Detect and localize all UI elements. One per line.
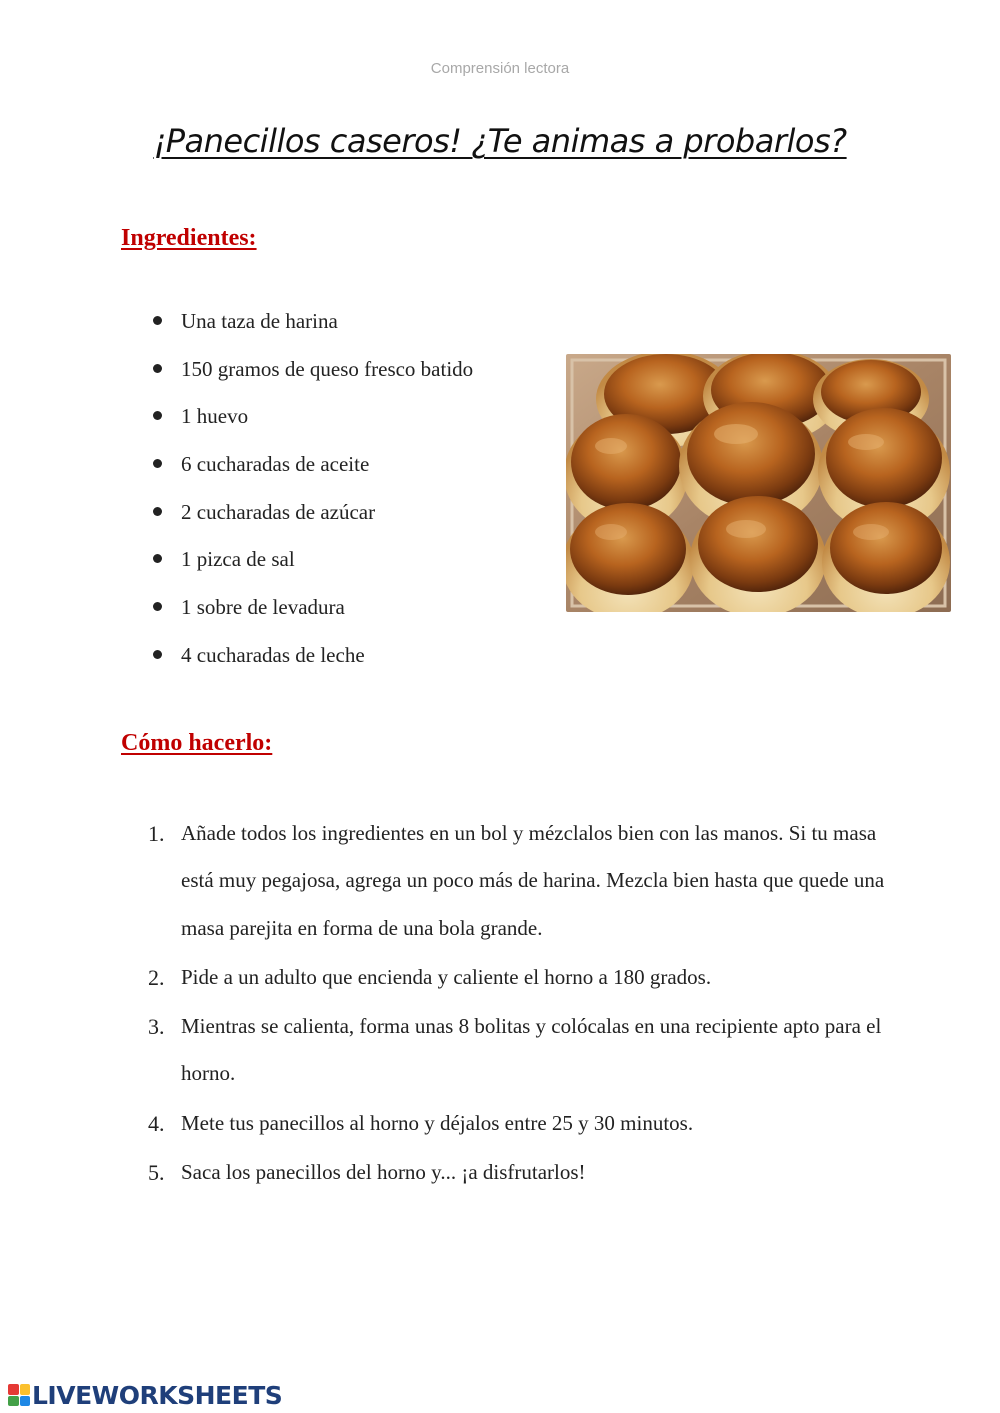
list-item: Una taza de harina xyxy=(150,303,473,351)
bread-rolls-image xyxy=(566,354,951,612)
ingredients-heading: Ingredientes: xyxy=(121,225,257,251)
ingredients-list xyxy=(150,303,473,685)
bread-rolls-photo xyxy=(566,354,951,612)
list-item: 1 sobre de levadura xyxy=(150,589,473,637)
bullet-icon xyxy=(153,602,162,611)
list-item: 6 cucharadas de aceite xyxy=(150,446,473,494)
list-item: 4. Mete tus panecillos al horno y déjalos entre 25 y 30 minutos. xyxy=(148,1110,694,1136)
logo-text: LIVEWORKSHEETS xyxy=(32,1380,283,1410)
list-item: 150 gramos de queso fresco batido xyxy=(150,351,473,399)
page-header: Comprensión lectora xyxy=(430,60,570,77)
bullet-icon xyxy=(153,459,162,468)
list-item: 1. Añade todos los ingredientes en un bol y mézclalos bien con las manos. Si tu masa está muy pegajosa, agrega un poco más de harina. Mezcla bien hasta que quede una masa parejita en forma de una bola grande. xyxy=(148,821,885,940)
liveworksheets-logo[interactable] xyxy=(8,1380,282,1410)
list-item: 4 cucharadas de leche xyxy=(150,637,473,685)
bullet-icon xyxy=(153,411,162,420)
steps-heading: Cómo hacerlo: xyxy=(121,730,273,756)
bullet-icon xyxy=(153,364,162,373)
bullet-icon xyxy=(153,650,162,659)
bullet-icon xyxy=(153,507,162,516)
bullet-icon xyxy=(153,554,162,563)
logo-icon xyxy=(8,1384,30,1406)
list-item: 3. Mientras se calienta, forma unas 8 bolitas y colócalas en una recipiente apto para el horno. xyxy=(148,1014,882,1086)
bullet-icon xyxy=(153,316,162,325)
list-item: 1 pizca de sal xyxy=(150,541,473,589)
list-item: 2. Pide a un adulto que encienda y caliente el horno a 180 grados. xyxy=(148,964,712,990)
list-item: 1 huevo xyxy=(150,398,473,446)
list-item: 2 cucharadas de azúcar xyxy=(150,494,473,542)
list-item: 5. Saca los panecillos del horno y... ¡a disfrutarlos! xyxy=(148,1160,586,1186)
steps-list xyxy=(148,810,888,1198)
page-title: ¡Panecillos caseros! ¿Te animas a probarlos? xyxy=(153,122,847,160)
